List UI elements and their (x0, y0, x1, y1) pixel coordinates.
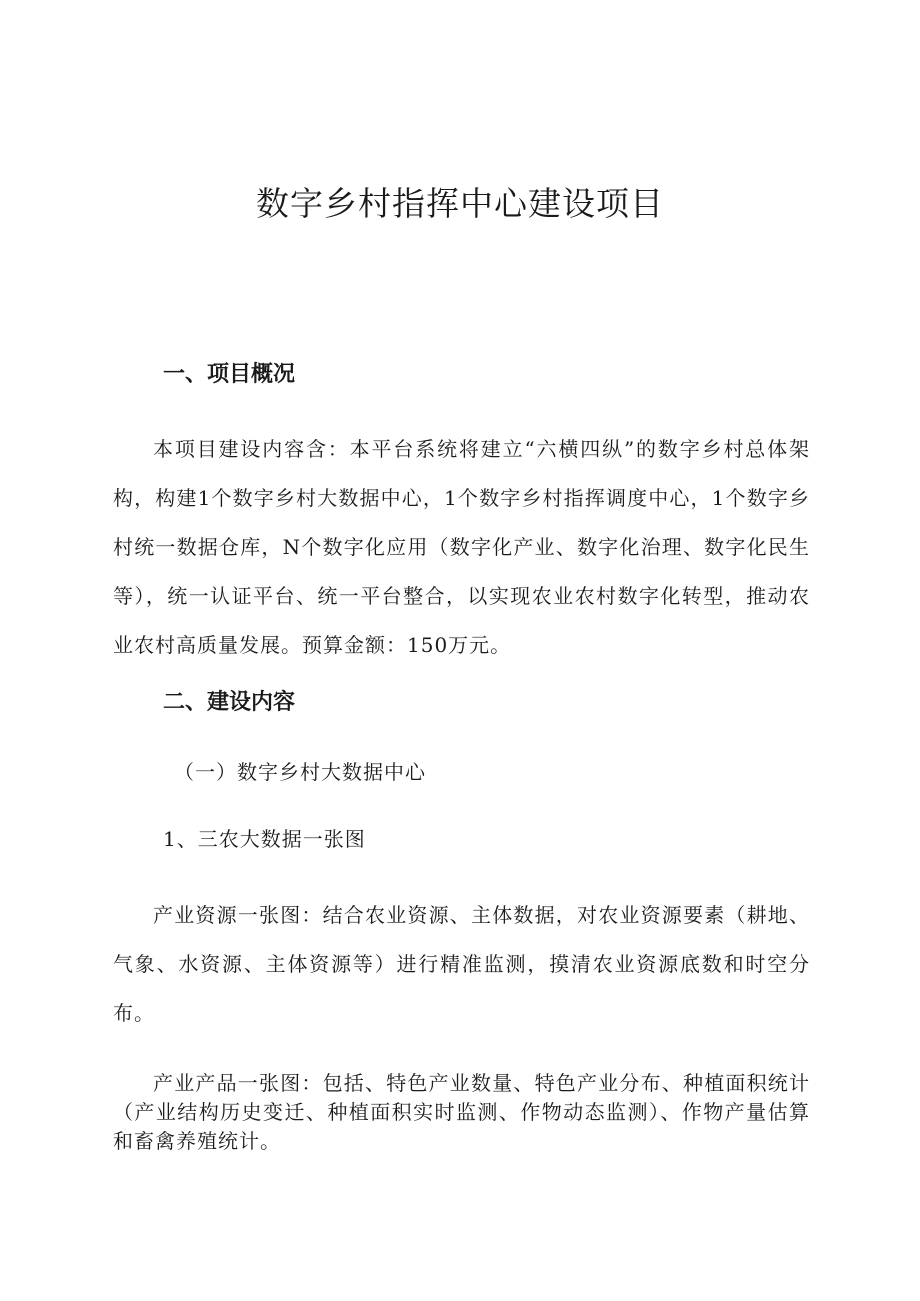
section-heading-content: 二、建设内容 (163, 690, 296, 715)
section-heading-overview: 一、项目概况 (163, 362, 296, 387)
resource-map-paragraph: 产业资源一张图：结合农业资源、主体数据，对农业资源要素（耕地、气象、水资源、主体资源等）进行精准监测，摸清农业资源底数和时空分布。 (113, 903, 810, 1025)
item-title: 1、三农大数据一张图 (163, 827, 366, 851)
overview-paragraph: 本项目建设内容含：本平台系统将建立“六横四纵”的数字乡村总体架构，构建1个数字乡村大数据中心，1个数字乡村指挥调度中心，1个数字乡村统一数据仓库，N个数字化应用（数字化产业、数字化治理、数字化民生等），统一认证平台、统一平台整合，以实现农业农村数字化转型，推动农业农村高质量发展。预算金额：150万元。 (113, 437, 810, 657)
product-map-paragraph: 产业产品一张图：包括、特色产业数量、特色产业分布、种植面积统计（产业结构历史变迁、种植面积实时监测、作物动态监测）、作物产量估算和畜禽养殖统计。 (113, 1071, 810, 1153)
document-title: 数字乡村指挥中心建设项目 (256, 184, 664, 223)
subsection-heading: （一）数字乡村大数据中心 (174, 760, 426, 784)
